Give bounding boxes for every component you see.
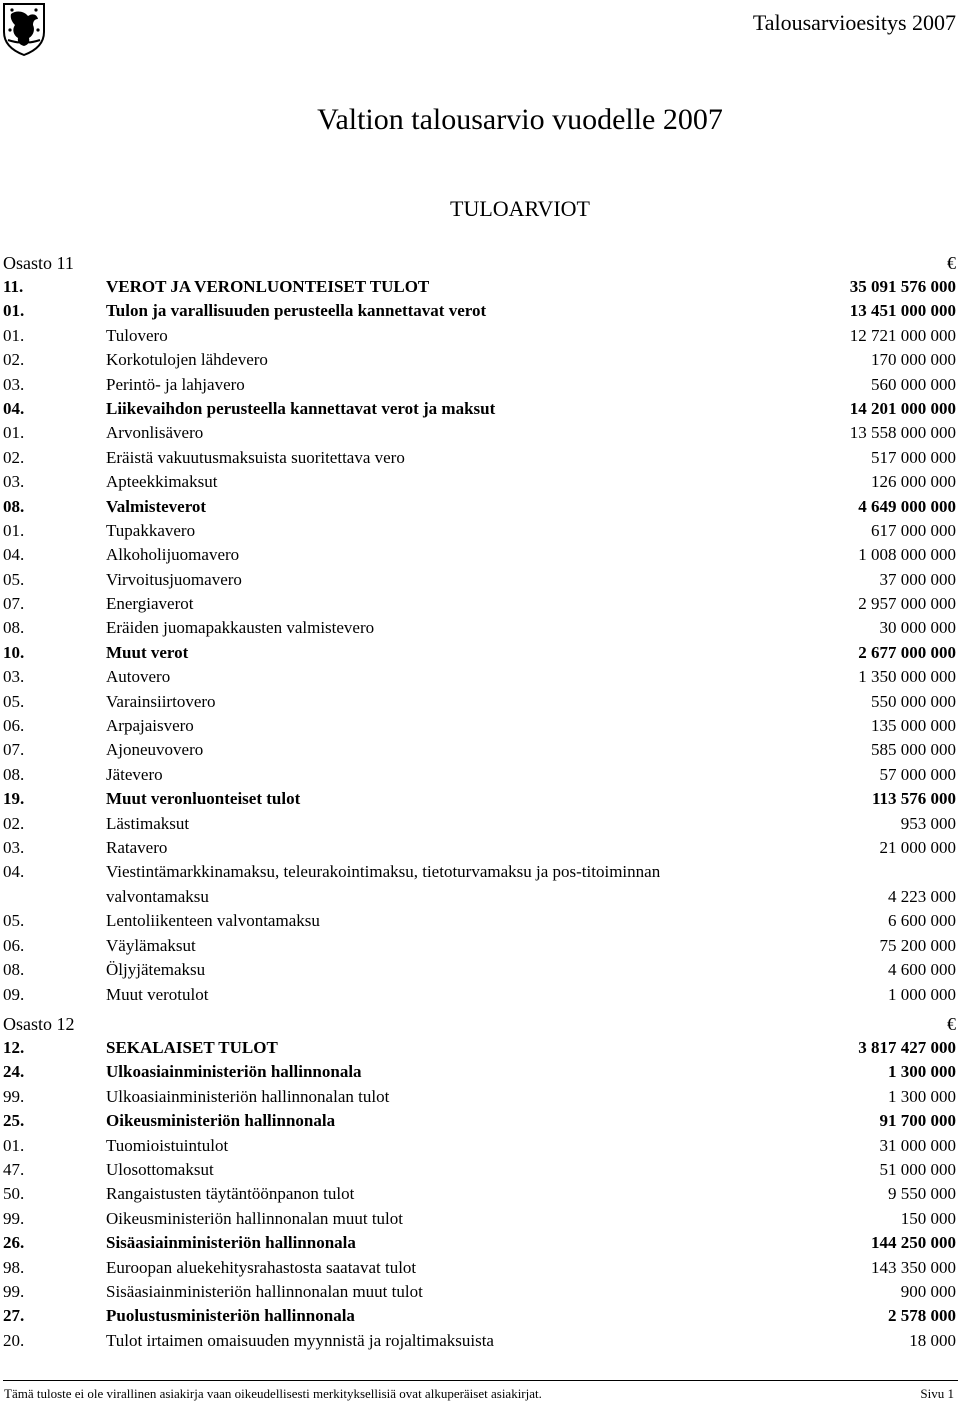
row-amount: 900 000 xyxy=(900,1281,956,1301)
row-number: 11. xyxy=(3,277,24,296)
table-row xyxy=(3,495,958,519)
row-number: 08. xyxy=(3,496,25,516)
row-name: Autovero xyxy=(106,667,171,687)
budget-rows xyxy=(3,1036,958,1353)
table-row xyxy=(3,1060,958,1084)
row-amount: 1 300 000 xyxy=(888,1062,956,1082)
row-number: 05. xyxy=(3,691,25,711)
row-amount: 113 576 000 xyxy=(871,789,956,809)
row-name: Ratavero xyxy=(106,837,168,857)
row-name: Öljyjätemaksu xyxy=(106,960,206,980)
table-row xyxy=(3,763,958,787)
row-amount: 2 957 000 000 xyxy=(858,594,956,614)
row-amount: 4 649 000 000 xyxy=(858,496,956,516)
table-row xyxy=(3,1256,958,1280)
row-name: Viestintämarkkinamaksu, teleurakointimaksu, tietoturvamaksu ja pos-titoiminnan valvontamaksu xyxy=(106,862,661,906)
row-number: 01. xyxy=(3,1135,25,1155)
table-row xyxy=(3,421,958,445)
table-row xyxy=(3,373,958,397)
row-amount: 14 201 000 000 xyxy=(849,398,956,418)
row-number: 99. xyxy=(3,1086,25,1106)
row-number: 05. xyxy=(3,569,25,589)
row-number: 08. xyxy=(3,764,25,784)
row-amount: 4 223 000 xyxy=(888,886,956,906)
table-row xyxy=(3,1134,958,1158)
document-label: Talousarvioesitys 2007 xyxy=(752,10,956,35)
row-number: 12. xyxy=(3,1038,25,1057)
currency-symbol: € xyxy=(947,1014,956,1034)
row-name: Tulovero xyxy=(106,325,168,345)
section-label: Osasto 11 xyxy=(3,253,74,273)
row-number: 47. xyxy=(3,1159,25,1179)
table-row xyxy=(3,983,958,1007)
table-row xyxy=(3,1158,958,1182)
table-row xyxy=(3,275,958,299)
row-name: Sisäasiainministeriön hallinnonalan muut tulot xyxy=(106,1281,423,1301)
row-number: 98. xyxy=(3,1257,25,1277)
section-osasto-11 xyxy=(3,251,958,1007)
table-row xyxy=(3,812,958,836)
row-number: 04. xyxy=(3,398,25,418)
table-row xyxy=(3,568,958,592)
table-row xyxy=(3,909,958,933)
row-number: 06. xyxy=(3,935,25,955)
table-row xyxy=(3,641,958,665)
table-row xyxy=(3,836,958,860)
row-number: 24. xyxy=(3,1062,25,1082)
row-name: Väylämaksut xyxy=(106,935,196,955)
row-amount: 1 300 000 xyxy=(888,1086,956,1106)
row-name: Energiaverot xyxy=(106,594,194,614)
row-amount: 35 091 576 000 xyxy=(849,277,956,296)
table-row xyxy=(3,470,958,494)
row-name: Tulon ja varallisuuden perusteella kannettavat verot xyxy=(106,301,487,321)
row-amount: 30 000 000 xyxy=(879,618,956,638)
row-amount: 1 350 000 000 xyxy=(858,667,956,687)
currency-symbol: € xyxy=(947,253,956,273)
row-number: 03. xyxy=(3,667,25,687)
footer xyxy=(4,1386,956,1402)
row-name: Jätevero xyxy=(106,764,163,784)
table-row xyxy=(3,1304,958,1328)
row-amount: 3 817 427 000 xyxy=(858,1038,956,1057)
row-name: Oikeusministeriön hallinnonalan muut tulot xyxy=(106,1208,403,1228)
row-number: 19. xyxy=(3,789,25,809)
row-amount: 13 558 000 000 xyxy=(849,423,956,443)
table-row xyxy=(3,1109,958,1133)
row-amount: 6 600 000 xyxy=(888,911,956,931)
row-amount: 585 000 000 xyxy=(871,740,956,760)
row-name: Perintö- ja lahjavero xyxy=(106,374,245,394)
row-amount: 13 451 000 000 xyxy=(849,301,956,321)
row-name: Eräistä vakuutusmaksuista suoritettava vero xyxy=(106,447,405,467)
table-row xyxy=(3,1036,958,1060)
row-amount: 12 721 000 000 xyxy=(849,325,956,345)
row-amount: 75 200 000 xyxy=(879,935,956,955)
table-row xyxy=(3,787,958,811)
row-number: 03. xyxy=(3,374,25,394)
table-row xyxy=(3,1085,958,1109)
table-row xyxy=(3,519,958,543)
row-name: Arpajaisvero xyxy=(106,716,194,736)
page-title: Valtion talousarvio vuodelle 2007 xyxy=(317,103,723,136)
row-name: Puolustusministeriön hallinnonala xyxy=(106,1306,355,1326)
page-number: Sivu 1 xyxy=(920,1386,954,1401)
footer-divider xyxy=(3,1380,958,1381)
row-name: VEROT JA VERONLUONTEISET TULOT xyxy=(106,277,430,296)
row-name: Alkoholijuomavero xyxy=(106,545,240,565)
row-number: 07. xyxy=(3,740,25,760)
row-name: Ulosottomaksut xyxy=(106,1159,214,1179)
row-number: 09. xyxy=(3,984,25,1004)
row-number: 07. xyxy=(3,594,25,614)
row-number: 26. xyxy=(3,1233,25,1253)
row-number: 04. xyxy=(3,545,25,565)
row-name: Euroopan aluekehitysrahastosta saatavat tulot xyxy=(106,1257,417,1277)
row-number: 03. xyxy=(3,837,25,857)
row-amount: 9 550 000 xyxy=(888,1184,956,1204)
table-row xyxy=(3,592,958,616)
row-number: 02. xyxy=(3,350,25,370)
table-row xyxy=(3,1207,958,1231)
row-name: Eräiden juomapakkausten valmistevero xyxy=(106,618,375,638)
row-amount: 517 000 000 xyxy=(871,447,956,467)
row-number: 01. xyxy=(3,520,25,540)
row-amount: 953 000 xyxy=(900,813,956,833)
row-name: Tulot irtaimen omaisuuden myynnistä ja rojaltimaksuista xyxy=(106,1330,494,1350)
row-number: 50. xyxy=(3,1184,25,1204)
row-amount: 4 600 000 xyxy=(888,960,956,980)
row-amount: 550 000 000 xyxy=(871,691,956,711)
row-amount: 21 000 000 xyxy=(879,837,956,857)
row-number: 99. xyxy=(3,1208,25,1228)
table-row xyxy=(3,690,958,714)
row-number: 06. xyxy=(3,716,25,736)
row-amount: 617 000 000 xyxy=(871,520,956,540)
table-row xyxy=(3,543,958,567)
row-name: Ulkoasiainministeriön hallinnonalan tulot xyxy=(106,1086,390,1106)
row-number: 01. xyxy=(3,301,25,321)
row-amount: 126 000 000 xyxy=(871,472,956,492)
coat-of-arms-logo xyxy=(2,2,46,56)
row-name: SEKALAISET TULOT xyxy=(106,1038,278,1057)
row-amount: 37 000 000 xyxy=(879,569,956,589)
row-number: 27. xyxy=(3,1306,25,1326)
table-row xyxy=(3,958,958,982)
page-subtitle: TULOARVIOT xyxy=(450,196,590,221)
row-amount: 91 700 000 xyxy=(879,1111,956,1131)
row-amount: 31 000 000 xyxy=(879,1135,956,1155)
row-number: 02. xyxy=(3,447,25,467)
table-row xyxy=(3,299,958,323)
row-amount: 57 000 000 xyxy=(879,764,956,784)
row-name: Arvonlisävero xyxy=(106,423,204,443)
row-name: Apteekkimaksut xyxy=(106,472,218,492)
row-name: Muut verotulot xyxy=(106,984,209,1004)
footer-disclaimer: Tämä tuloste ei ole virallinen asiakirja vaan oikeudellisesti merkityksellisiä ovat alkuperäiset asiakirjat. xyxy=(4,1386,542,1401)
row-amount: 1 008 000 000 xyxy=(858,545,956,565)
row-amount: 150 000 xyxy=(900,1208,956,1228)
row-number: 01. xyxy=(3,325,25,345)
table-row xyxy=(3,714,958,738)
table-row xyxy=(3,1329,958,1353)
row-name: Oikeusministeriön hallinnonala xyxy=(106,1111,336,1131)
row-amount: 51 000 000 xyxy=(879,1159,956,1179)
table-row xyxy=(3,1231,958,1255)
row-name: Korkotulojen lähdevero xyxy=(106,350,268,370)
table-row xyxy=(3,665,958,689)
table-row xyxy=(3,616,958,640)
row-amount: 144 250 000 xyxy=(871,1233,956,1253)
row-number: 03. xyxy=(3,472,25,492)
row-amount: 18 000 xyxy=(909,1330,956,1350)
row-name: Tuomioistuintulot xyxy=(106,1135,229,1155)
section-header xyxy=(3,251,958,275)
table-row xyxy=(3,934,958,958)
table-row xyxy=(3,860,958,909)
row-number: 04. xyxy=(3,862,25,882)
row-name: Virvoitusjuomavero xyxy=(106,569,242,589)
table-row xyxy=(3,738,958,762)
row-number: 08. xyxy=(3,960,25,980)
row-name: Lästimaksut xyxy=(106,813,190,833)
row-name: Varainsiirtovero xyxy=(106,691,216,711)
row-number: 02. xyxy=(3,813,25,833)
row-number: 20. xyxy=(3,1330,25,1350)
row-name: Valmisteverot xyxy=(106,496,207,516)
row-number: 99. xyxy=(3,1281,25,1301)
row-amount: 143 350 000 xyxy=(871,1257,956,1277)
row-amount: 135 000 000 xyxy=(871,716,956,736)
row-amount: 2 578 000 xyxy=(888,1306,956,1326)
row-amount: 560 000 000 xyxy=(871,374,956,394)
row-name: Muut verot xyxy=(106,642,189,662)
section-osasto-12 xyxy=(3,1012,958,1353)
row-name: Sisäasiainministeriön hallinnonala xyxy=(106,1233,356,1253)
row-number: 05. xyxy=(3,911,25,931)
table-row xyxy=(3,1182,958,1206)
row-number: 25. xyxy=(3,1111,25,1131)
row-number: 08. xyxy=(3,618,25,638)
row-amount: 1 000 000 xyxy=(888,984,956,1004)
section-label: Osasto 12 xyxy=(3,1014,75,1034)
row-name: Ulkoasiainministeriön hallinnonala xyxy=(106,1062,362,1082)
row-number: 10. xyxy=(3,642,25,662)
row-amount: 2 677 000 000 xyxy=(858,642,956,662)
table-row xyxy=(3,348,958,372)
row-number: 01. xyxy=(3,423,25,443)
row-name: Muut veronluonteiset tulot xyxy=(106,789,301,809)
table-row xyxy=(3,1280,958,1304)
row-amount: 170 000 000 xyxy=(871,350,956,370)
row-name: Tupakkavero xyxy=(106,520,196,540)
budget-rows xyxy=(3,275,958,1007)
row-name: Liikevaihdon perusteella kannettavat verot ja maksut xyxy=(106,398,496,418)
row-name: Rangaistusten täytäntöönpanon tulot xyxy=(106,1184,355,1204)
table-row xyxy=(3,446,958,470)
row-name: Lentoliikenteen valvontamaksu xyxy=(106,911,320,931)
table-row xyxy=(3,397,958,421)
row-name: Ajoneuvovero xyxy=(106,740,204,760)
section-header xyxy=(3,1012,958,1036)
table-row xyxy=(3,324,958,348)
